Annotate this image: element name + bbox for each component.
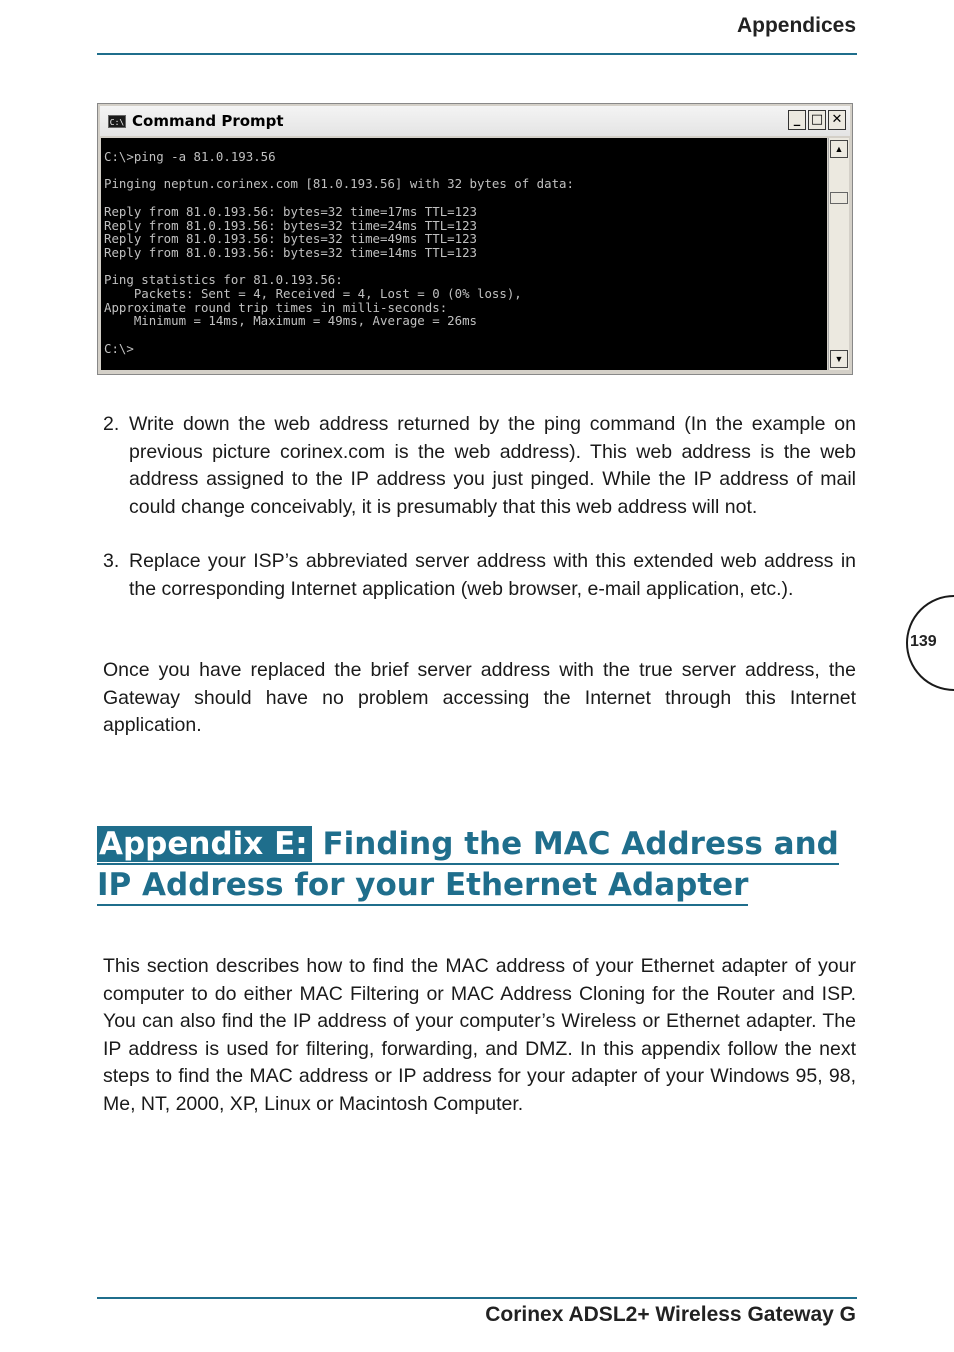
terminal-output[interactable] [101, 138, 827, 370]
list-item [103, 548, 856, 603]
scroll-up-icon[interactable]: ▲ [830, 140, 848, 158]
page-number: 139 [910, 633, 937, 650]
command-prompt-window[interactable] [97, 103, 853, 375]
vertical-scrollbar[interactable] [828, 138, 849, 370]
footer-divider [97, 1297, 857, 1299]
window-title: Command Prompt [132, 112, 284, 130]
list-item [103, 411, 856, 521]
scrollbar-thumb[interactable] [830, 192, 848, 204]
list-item-number: 2. [103, 413, 120, 435]
header-divider [97, 53, 857, 55]
appendix-label: Appendix E: [97, 826, 312, 862]
close-button[interactable]: ✕ [828, 110, 846, 130]
maximize-button[interactable]: □ [808, 110, 826, 130]
appendix-heading [97, 824, 857, 906]
heading-line-2 [97, 866, 748, 906]
heading-line-1 [97, 825, 839, 865]
minimize-button[interactable]: _ [788, 110, 806, 130]
intro-paragraph: This section describes how to find the MAC address of your Ethernet adapter of your computer to do either MAC Filtering or MAC Address Cloning for the Router and ISP. You can also find the IP address of your computer’s Wireless or Ethernet adapter. The IP address is used for filtering, forwarding, and DMZ. In this appendix follow the next steps to find the MAC address or IP address for your adapter of your Windows 95, 98, Me, NT, 2000, XP, Linux or Macintosh Computer. [103, 955, 856, 1115]
window-controls [788, 110, 846, 130]
running-footer: Corinex ADSL2+ Wireless Gateway G [485, 1303, 856, 1326]
terminal-text: C:\>ping -a 81.0.193.56 Pinging neptun.corinex.com [81.0.193.56] with 32 bytes of data: Reply from 81.0.193.56: bytes=32 time=17ms TTL=123 Reply from 81.0.193.56: bytes=32 time=24ms TTL=123 Reply from 81.0.193.56: bytes=32 time=49ms TTL=123 Reply from 81.0.193.56: bytes=32 time=14ms TTL=123 Ping statistics for 81.0.193.56: Packets: Sent = 4, Received = 4, Lost = 0 (0% loss), Approximate round trip times in milli-seconds: Minimum = 14ms, Maximum = 49ms, Average = 26ms C:\> [104, 149, 574, 356]
appendix-title-line1: Finding the MAC Address and [322, 826, 839, 862]
scroll-down-icon[interactable]: ▼ [830, 350, 848, 368]
list-item-text: Write down the web address returned by the ping command (In the example on previous picture corinex.com is the web address). This web address is the web address assigned to the IP address you just pinged. While the IP address of mail could change conceivably, it is presumably that this web address will not. [129, 413, 856, 518]
command-prompt-icon: C:\ [108, 115, 126, 128]
running-header: Appendices [736, 14, 856, 37]
closing-paragraph: Once you have replaced the brief server address with the true server address, the Gateway should have no problem accessing the Internet through this Internet application. [103, 659, 856, 736]
appendix-title-line2: IP Address for your Ethernet Adapter [97, 867, 749, 903]
window-titlebar[interactable] [100, 106, 850, 136]
list-item-number: 3. [103, 550, 120, 572]
list-item-text: Replace your ISP’s abbreviated server address with this extended web address in the corresponding Internet application (web browser, e-mail application, etc.). [129, 550, 856, 600]
